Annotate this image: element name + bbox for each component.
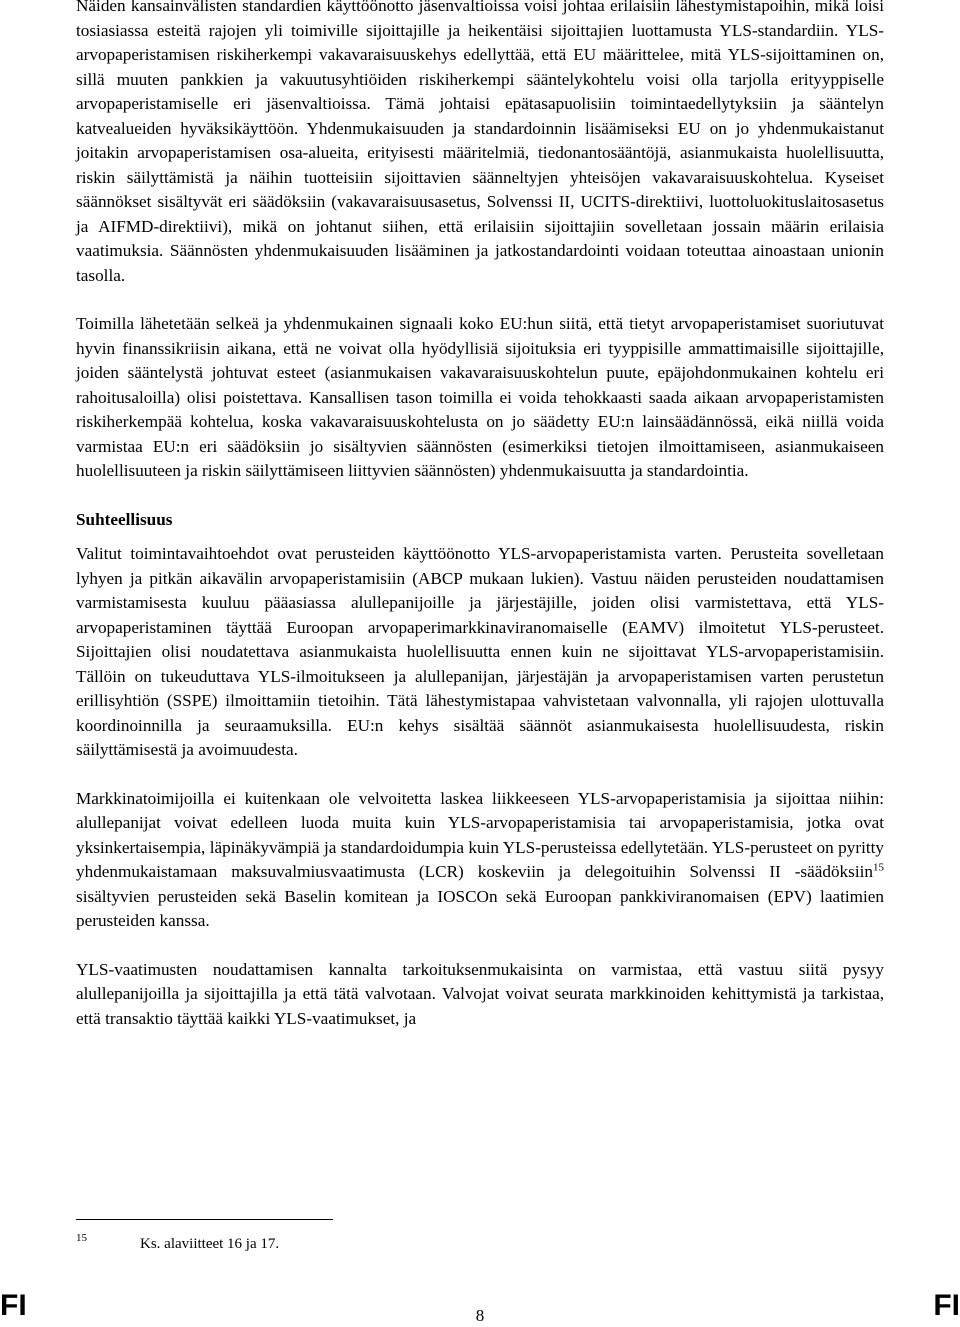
paragraph-1: Näiden kansainvälisten standardien käyttöönotto jäsenvaltioissa voisi johtaa erilaisiin lähestymistapoihin, mikä loisi tosiasiassa esteitä rajojen yli toimiville sijoittajille ja heikentäisi sijoittajien luottamusta YLS-standardiin. YLS-arvopaperistamisen riskiherkempi vakavaraisuuskehys edellyttää, että EU määrittelee, mitä YLS-sijoittaminen on, sillä muuten pankkien ja vakuutusyhtiöiden riskiherkempi sääntelykohtelu voisi olla tarjolla erityyppiselle arvopaperistamiselle eri jäsenvaltioissa. Tämä johtaisi epätasapuolisiin toimintaedellytyksiin ja sääntelyn katvealueiden hyväksikäyttöön. Yhdenmukaisuuden ja standardoinnin lisäämiseksi EU on jo yhdenmukaistanut joitakin arvopaperistamisen osa-alueita, erityisesti määritelmiä, tiedonantosääntöjä, asianmukaista huolellisuutta, riskin säilyttämistä ja näihin tuotteisiin sijoittavien säänneltyjen yhteisöjen vakavaraisuuskohtelua. Kyseiset säännökset sisältyvät eri säädöksiin (vakavaraisuusasetus, Solvenssi II, UCITS-direktiivi, luottoluokituslaitosasetus ja AIFMD-direktiivi), mikä on johtanut siihen, että erilaisiin sijoittajiin sovelletaan jossain määrin erilaisia vaatimuksia. Säännösten yhdenmukaisuuden lisääminen ja jatkostandardointi voidaan toteuttaa ainoastaan unionin tasolla.: [76, 0, 884, 285]
footer-language-right: FI: [933, 1289, 960, 1322]
document-body: [76, 0, 884, 1031]
paragraph-4-text-before: Markkinatoimijoilla ei kuitenkaan ole velvoitetta laskea liikkeeseen YLS-arvopaperistamisia ja sijoittaa niihin: alullepanijat voivat edelleen luoda muita kuin YLS-arvopaperistamisia tai arvopaperistamisia, jotka ovat yksinkertaisempia, läpinäkyvämpiä ja standardoidumpia kuin YLS-perusteissa edellytetään. YLS-perusteet on pyritty yhdenmukaistamaan maksuvalmiusvaatimusta (LCR) koskeviin ja delegoituihin Solvenssi II -säädöksiin: [76, 788, 884, 881]
paragraph-4-text-after: sisältyvien perusteiden sekä Baselin komitean ja IOSCOn sekä Euroopan pankkiviranomaisen (EPV) laatimien perusteiden kanssa.: [76, 886, 884, 930]
footnote-text: Ks. alaviitteet 16 ja 17.: [140, 1236, 280, 1252]
paragraph-4: [76, 787, 884, 934]
page-number: 8: [475, 1306, 485, 1325]
section-heading: Suhteellisuus: [76, 509, 173, 529]
paragraph-2: Toimilla lähetetään selkeä ja yhdenmukainen signaali koko EU:hun siitä, että tietyt arvopaperistamiset suoriutuvat hyvin finanssikriisin aikana, että ne voivat olla hyödyllisiä sijoituksia eri tyyppisille ammattimaisille sijoittajille, joiden sääntelystä johtuvat esteet (asianmukaisen vakavaraisuuskohtelun puute, epäjohdonmukainen kohtelu eri rahoitusaloilla) olisi poistettava. Kansallisen tason toimilla ei voida tehokkaasti saada aikaan arvopaperistamisten riskiherkempää kohtelua, koska vakavaraisuuskohtelusta on jo säädetty EU:n lainsäädännössä, eikä niillä voida varmistaa EU:n eri säädöksiin jo sisältyvien säännösten (esimerkiksi tietojen ilmoittamiseen, asianmukaiseen huolellisuuteen ja riskin säilyttämiseen liittyvien säännösten) yhdenmukaisuutta ja standardointia.: [76, 314, 884, 480]
footnote-number: 15: [76, 1232, 87, 1244]
paragraph-3: Valitut toimintavaihtoehdot ovat perusteiden käyttöönotto YLS-arvopaperistamista varten. Perusteita sovelletaan lyhyen ja pitkän aikavälin arvopaperistamisiin (ABCP mukaan lukien). Vastuu näiden perusteiden noudattamisen varmistamisesta kuuluu pääasiassa alullepanijoille ja järjestäjille, joiden olisi varmistettava, että YLS-arvopaperistaminen täyttää Euroopan arvopaperimarkkinaviranomaiselle (EAMV) ilmoitetut YLS-perusteet. Sijoittajien olisi noudatettava asianmukaista huolellisuutta ennen kuin ne sijoittavat YLS-arvopaperistamisiin. Tällöin on tukeuduttava YLS-ilmoitukseen ja alullepanijan, järjestäjän ja arvopaperistamisen varten perustetun erillisyhtiön (SSPE) ilmoittamiin tietoihin. Tätä lähestymistapaa vahvistetaan valvonnalla, yli rajojen ulottuvalla koordinoinnilla ja seuraamuksilla. EU:n kehys sisältää säännöt asianmukaisesta huolellisuudesta, riskin säilyttämisestä ja avoimuudesta.: [76, 544, 884, 759]
footnote-reference[interactable]: 15: [873, 861, 884, 874]
footnote-separator: [76, 1219, 333, 1220]
paragraph-5: YLS-vaatimusten noudattamisen kannalta tarkoituksenmukaisinta on varmistaa, että vastuu siitä pysyy alullepanijoilla ja sijoittajilla ja että tätä valvotaan. Valvojat voivat seurata markkinoiden kehittymistä ja tarkistaa, että transaktio täyttää kaikki YLS-vaatimukset, ja: [76, 959, 884, 1028]
footer-language-left: FI: [0, 1289, 27, 1322]
